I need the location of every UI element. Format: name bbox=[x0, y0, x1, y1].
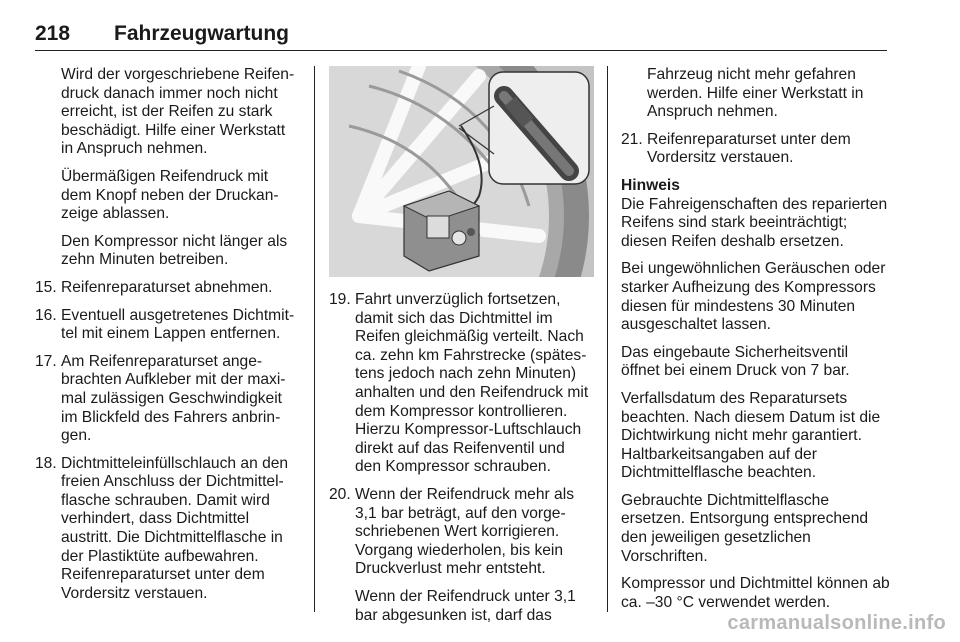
item-text: Fahrt unverzüglich fortsetzen, damit sich das Dichtmittel im Reifen gleichmäßig verteilt. Nach ca. zehn km Fahrstrecke (spätestens jedoch nach zehn Minuten) anhalten und den Reifendruck mit dem Kompressor kontrollieren. Hierzu Kompressor-Luftschlauch direkt auf das Reifenventil und den Kompressor schrauben. bbox=[355, 291, 589, 476]
list-item bbox=[35, 307, 300, 344]
item-text: Reifenreparaturset abnehmen. bbox=[61, 278, 273, 296]
item-number: 17. bbox=[35, 352, 57, 370]
note-text: Die Fahreigenschaften des reparierten Reifens sind stark beeinträchtigt; diesen Reifen deshalb ersetzen. bbox=[621, 195, 888, 250]
header-rule bbox=[35, 50, 887, 51]
list-item bbox=[621, 131, 891, 168]
list-item bbox=[35, 279, 300, 298]
list-item bbox=[35, 353, 300, 446]
list-item bbox=[329, 291, 594, 477]
list-item bbox=[35, 455, 300, 604]
paragraph-continued: Fahrzeug nicht mehr gefahren werden. Hilfe einer Werkstatt in Anspruch nehmen. bbox=[647, 66, 864, 121]
paragraph-disposal: Gebrauchte Dichtmittelflasche ersetzen. Entsorgung entsprechend den jeweiligen gesetzlichen Vorschriften. bbox=[621, 491, 869, 565]
item-text: Eventuell ausgetretenes Dichtmittel mit einem Lappen entfernen. bbox=[61, 306, 295, 343]
compressor-illustration bbox=[329, 66, 594, 277]
item-text: Dichtmitteleinfüllschlauch an den freien Anschluss der Dichtmittelflasche schrauben. Damit wird verhindert, dass Dichtmittel austritt. Die Dichtmittelflasche in der Plastiktüte aufbewahren. Reifenreparaturset unter dem Vordersitz verstauen. bbox=[61, 454, 289, 602]
item-number: 18. bbox=[35, 454, 57, 472]
column-left bbox=[35, 66, 300, 612]
paragraph-temperature: Kompressor und Dichtmittel können ab ca. –30 °C verwendet werden. bbox=[621, 575, 890, 611]
column-middle bbox=[329, 66, 594, 634]
item-number: 21. bbox=[621, 130, 643, 148]
paragraph-release: Übermäßigen Reifendruck mit dem Knopf neben der Druckanzeige ablassen. bbox=[61, 167, 279, 223]
item-number: 19. bbox=[329, 291, 351, 308]
column-divider bbox=[314, 66, 315, 612]
column-right bbox=[621, 66, 891, 621]
tyre-compressor-drawing bbox=[329, 66, 594, 277]
item-text bbox=[355, 486, 594, 625]
item-text: Am Reifenreparaturset angebrachten Aufkleber mit der maximal zulässigen Geschwindigkeit im Blickfeld des Fahrers anbringen. bbox=[61, 352, 286, 445]
paragraph-pressure: Wird der vorgeschriebene Reifendruck danach immer noch nicht erreicht, ist der Reifen zu stark beschädigt. Hilfe einer Werkstatt in Anspruch nehmen. bbox=[61, 66, 295, 158]
paragraph-expiry: Verfallsdatum des Reparatursets beachten. Nach diesem Datum ist die Dichtwirkung nicht mehr garantiert. Haltbarkeitsangaben auf der Dichtmittelflasche beachten. bbox=[621, 389, 881, 482]
list-item bbox=[329, 486, 594, 625]
watermark: carmanualsonline.info bbox=[727, 612, 946, 634]
item-number: 15. bbox=[35, 278, 57, 296]
item-number: 16. bbox=[35, 306, 57, 324]
item-text: Reifenreparaturset unter dem Vordersitz verstauen. bbox=[647, 130, 851, 167]
paragraph-valve: Das eingebaute Sicherheitsventil öffnet bei einem Druck von 7 bar. bbox=[621, 343, 850, 380]
column-divider bbox=[607, 66, 608, 612]
paragraph-noise: Bei ungewöhnlichen Geräuschen oder starker Aufheizung des Kompressors diesen für mindestens 30 Minuten ausgeschaltet lassen. bbox=[621, 260, 886, 334]
item-paragraph: Wenn der Reifendruck unter 3,1 bar abgesunken ist, darf das bbox=[355, 587, 576, 624]
paragraph-runtime: Den Kompressor nicht länger als zehn Minuten betreiben. bbox=[61, 232, 288, 269]
note-label: Hinweis bbox=[621, 176, 680, 194]
page-number: 218 bbox=[35, 22, 71, 45]
page-title: Fahrzeugwartung bbox=[114, 22, 290, 45]
item-paragraph: Wenn der Reifendruck mehr als 3,1 bar beträgt, auf den vorgeschriebenen Wert korrigieren. Vorgang wiederholen, bis kein Druckverlust mehr entsteht. bbox=[355, 485, 574, 578]
item-number: 20. bbox=[329, 485, 351, 503]
page-header bbox=[35, 22, 887, 52]
